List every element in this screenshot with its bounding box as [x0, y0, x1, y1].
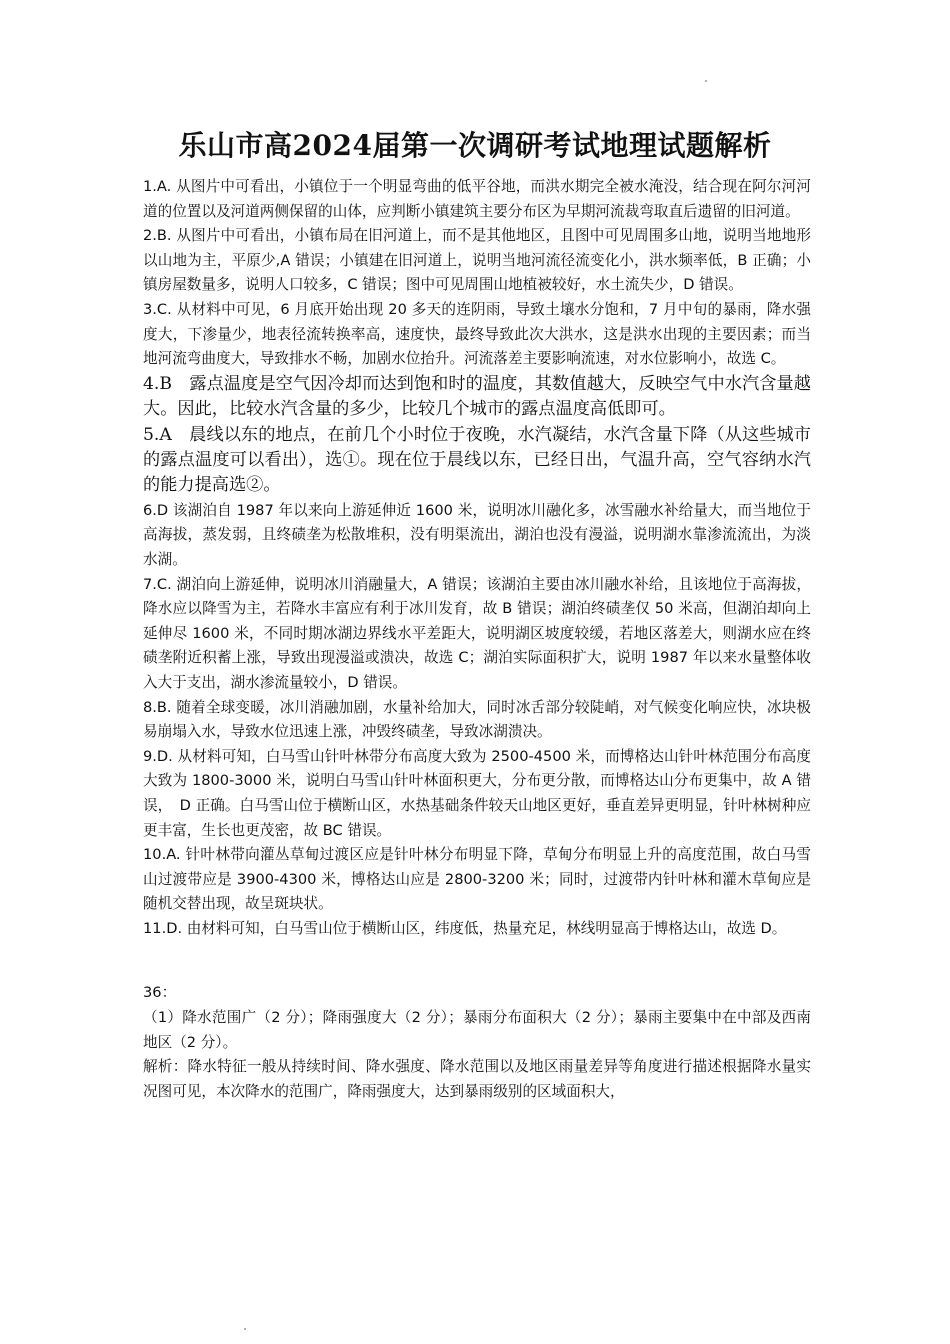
- document-body: [143, 175, 811, 1104]
- answer-11: 11.D. 由材料可知，白马雪山位于横断山区，纬度低，热量充足，林线明显高于博格达山，故选 D。: [143, 919, 787, 937]
- answer-3: 3.C. 从材料中可见，6 月底开始出现 20 多天的连阴雨，导致土壤水分饱和，7 月中旬的暴雨，降水强度大，下渗量少，地表径流转换率高，速度快，最终导致此次大洪水，这是洪水出现的主要因素；而当地河流弯曲度大，导致排水不畅，加剧水位抬升。河流落差主要影响流速，对水位影响小，故选 C。: [143, 300, 811, 368]
- answer-9: 9.D. 从材料可知，白马雪山针叶林带分布高度大致为 2500-4500 米，而博格达山针叶林范围分布高度大致为 1800-3000 米，说明白马雪山针叶林面积更大，分布更分散，而博格达山分布更集中，故 A 错误， D 正确。白马雪山位于横断山区，水热基础条件较天山地区更好，垂直差异更明显，针叶林树种应更丰富，生长也更茂密，故 BC 错误。: [143, 747, 811, 839]
- answer-2: 2.B. 从图片中可看出，小镇布局在旧河道上，而不是其他地区，且图中可见周围多山地，说明当地地形以山地为主，平原少,A 错误；小镇建在旧河道上，说明当地河流径流变化小，洪水频率低，B 正确；小镇房屋数量多，说明人口较多，C 错误；图中可见周围山地植被较好，水土流失少，D 错误。: [143, 227, 811, 294]
- document-title: 乐山市高2024届第一次调研考试地理试题解析: [178, 129, 772, 162]
- question-36-analysis: 解析：降水特征一般从持续时间、降水强度、降水范围以及地区雨量差异等角度进行描述根据降水量实况图可见，本次降水的范围广，降雨强度大，达到暴雨级别的区域面积大，: [143, 1058, 811, 1100]
- answer-1: 1.A. 从图片中可看出，小镇位于一个明显弯曲的低平谷地，而洪水期完全被水淹没，结合现在阿尔河河道的位置以及河道两侧保留的山体，应判断小镇建筑主要分布区为早期河流裁弯取直后遗留的旧河道。: [143, 178, 811, 220]
- answer-7: 7.C. 湖泊向上游延伸，说明冰川消融量大，A 错误；该湖泊主要由冰川融水补给，且该地位于高海拔，降水应以降雪为主，若降水丰富应有利于冰川发育，故 B 错误；湖泊终碛垄仅 50 米高，但湖泊却向上延伸尽 1600 米，不同时期冰湖边界线水平差距大，说明湖区坡度较缓，若地区落差大，则湖水应在终碛垄附近积蓄上涨，导致出现漫溢或溃决，故选 C；湖泊实际面积扩大，说明 1987 年以来水量整体收入大于支出，湖水渗流量较小，D 错误。: [143, 575, 811, 691]
- answer-4: 4.B 露点温度是空气因冷却而达到饱和时的温度，其数值越大，反映空气中水汽含量越大。因此，比较水汽含量的多少，比较几个城市的露点温度高低即可。: [143, 373, 811, 420]
- scan-dot: [244, 1328, 246, 1330]
- scan-dot: [705, 80, 707, 82]
- section-gap: [143, 941, 811, 981]
- question-36-label: 36：: [143, 984, 177, 1002]
- question-36-answer: （1）降水范围广（2 分）；降雨强度大（2 分）；暴雨分布面积大（2 分）；暴雨主要集中在中部及西南地区（2 分）。: [143, 1009, 811, 1051]
- answer-10: 10.A. 针叶林带向灌丛草甸过渡区应是针叶林分布明显下降，草甸分布明显上升的高度范围，故白马雪山过渡带应是 3900-4300 米，博格达山应是 2800-3200 米；同时，过渡带内针叶林和灌木草甸应是随机交替出现，故呈斑块状。: [143, 846, 811, 913]
- answer-8: 8.B. 随着全球变暖，冰川消融加剧，水量补给加大，同时冰舌部分较陡峭，对气候变化响应快，冰块极易崩塌入水，导致水位迅速上涨，冲毁终碛垄，导致冰湖溃决。: [143, 698, 811, 741]
- answer-5: 5.A 晨线以东的地点，在前几个小时位于夜晚，水汽凝结，水汽含量下降（从这些城市的露点温度可以看出），选①。现在位于晨线以东，已经日出，气温升高，空气容纳水汽的能力提高选②。: [143, 424, 811, 496]
- answer-6: 6.D 该湖泊自 1987 年以来向上游延伸近 1600 米，说明冰川融化多，冰雪融水补给量大，而当地位于高海拔，蒸发弱，且终碛垄为松散堆积，没有明渠流出，湖泊也没有漫溢，说明湖水靠渗流流出，为淡水湖。: [143, 501, 811, 568]
